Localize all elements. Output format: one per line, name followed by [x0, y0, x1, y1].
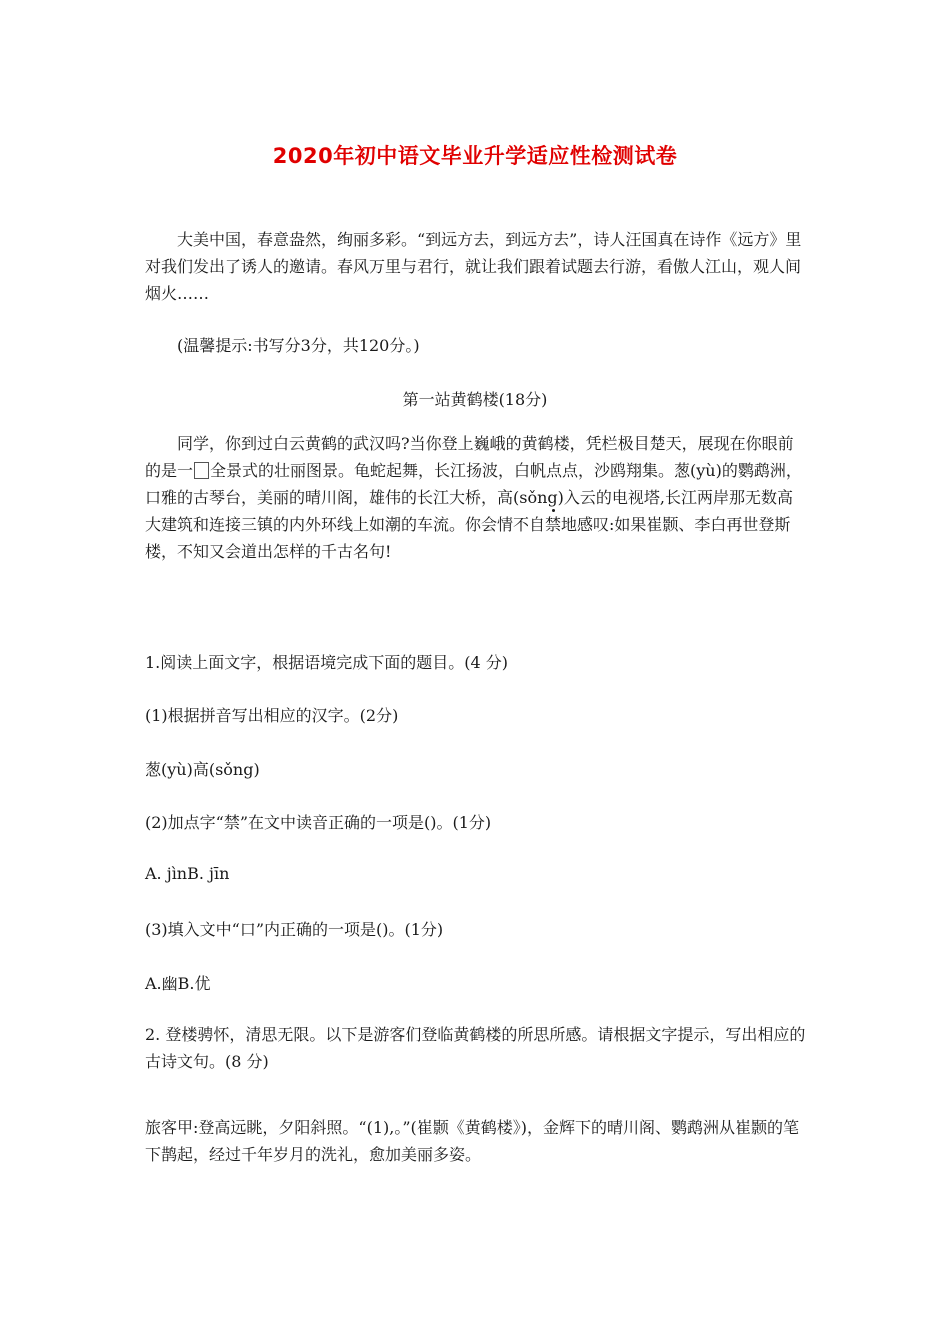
question-1-2-options: A. jìnB. jīn	[145, 864, 230, 883]
question-1-1: (1)根据拼音写出相应的汉字。(2分)	[145, 706, 399, 725]
passage-part-1: 同学，你到过白云黄鹤的武汉吗?当你登上巍峨的黄鹤楼，凭栏极目楚天，展现在你眼前的是一	[145, 434, 794, 480]
question-2-traveler-a: 旅客甲:登高远眺，夕阳斜照。“(1),。”(崔颢《黄鹤楼》)，金辉下的晴川阁、鹦鹉洲从崔颢的笔下鹊起，经过千年岁月的洗礼，愈加美丽多姿。	[145, 1118, 799, 1164]
question-2-answer-block	[145, 1114, 807, 1168]
passage-part-3: 地感叹:如果崔颢、李白再世登斯楼，不知又会道出怎样的千古名句!	[145, 515, 791, 561]
question-2-block	[145, 1021, 807, 1075]
question-1-3-options: A.幽B.优	[145, 974, 211, 993]
dotted-character: 禁	[545, 515, 562, 534]
passage-part-2: 全景式的壮丽图景。龟蛇起舞，长江扬波，白帆点点，沙鸥翔集。葱(yù)的鹦鹉洲，口雅的古琴台，美丽的晴川阁，雄伟的长江大桥，高(sǒng)入云的电视塔,长江两岸那无数高大建筑和连接三镇的内外环线上如潮的车流。你会情不自	[145, 461, 802, 534]
score-tip: (温馨提示:书写分3分，共120分。)	[177, 336, 420, 355]
question-1-3: (3)填入文中“口”内正确的一项是()。(1分)	[145, 920, 444, 939]
passage-paragraph	[145, 430, 807, 565]
question-2: 2. 登楼骋怀，清思无限。以下是游客们登临黄鹤楼的所思所感。请根据文字提示，写出相应的古诗文句。(8 分)	[145, 1025, 806, 1071]
question-1-2: (2)加点字“禁”在文中读音正确的一项是()。(1分)	[145, 813, 492, 832]
question-1-1-words: 葱(yù)高(sǒng)	[145, 760, 260, 779]
intro-paragraph	[145, 226, 807, 307]
passage-text	[145, 430, 807, 565]
question-1: 1.阅读上面文字，根据语境完成下面的题目。(4 分)	[145, 653, 509, 672]
section-title: 第一站黄鹤楼(18分)	[402, 390, 548, 409]
blank-box	[194, 462, 209, 479]
intro-text: 大美中国，春意盎然，绚丽多彩。“到远方去，到远方去”，诗人汪国真在诗作《远方》里对我们发出了诱人的邀请。春风万里与君行，就让我们跟着试题去行游，看傲人江山，观人间烟火……	[145, 230, 802, 303]
exam-title: 2020年初中语文毕业升学适应性检测试卷	[272, 144, 678, 168]
